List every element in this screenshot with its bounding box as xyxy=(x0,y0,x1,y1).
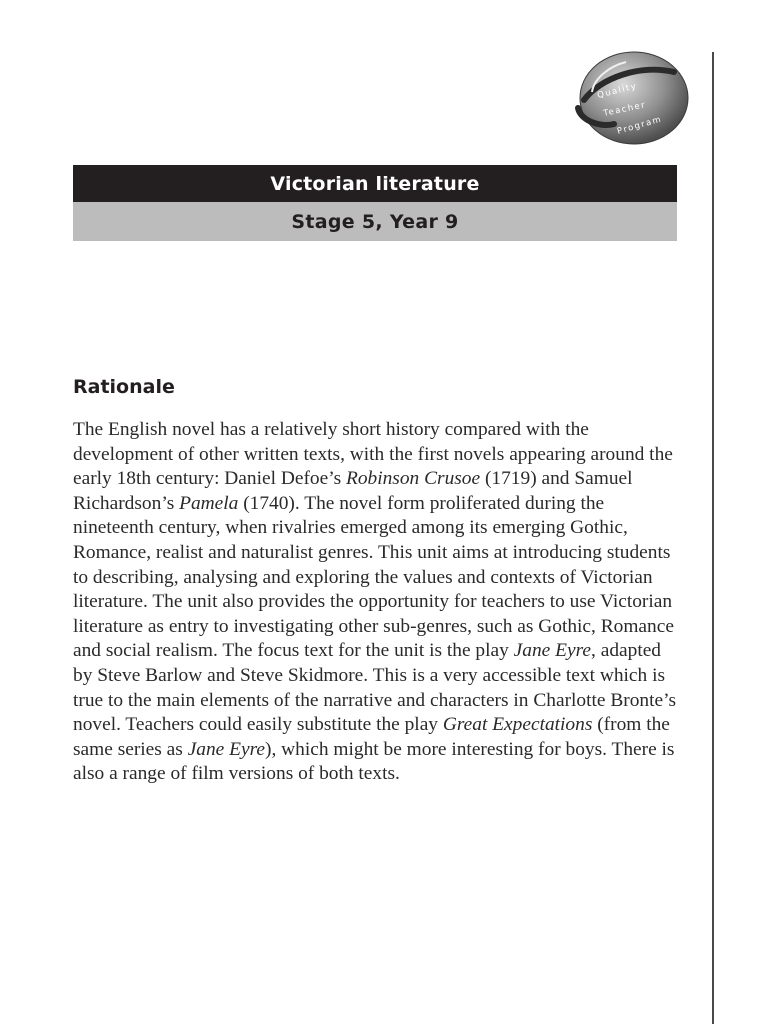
logo-word-1: Quality xyxy=(596,81,639,101)
title-band xyxy=(73,165,677,202)
subtitle-band xyxy=(73,202,677,241)
text-segment: ), which might be more interesting for boys. There is also a range of film versions of both texts. xyxy=(73,738,675,785)
rationale-paragraph xyxy=(73,418,683,787)
italic-title-segment: Robinson Crusoe xyxy=(345,468,481,490)
logo-word-3: Program xyxy=(616,114,664,137)
italic-title-segment: Great Expectations xyxy=(442,714,593,736)
page-subtitle: Stage 5, Year 9 xyxy=(291,210,459,233)
page-margin-rule xyxy=(712,52,714,1024)
text-segment: (from the same series as xyxy=(73,714,670,760)
text-segment: (1719) and Samuel Richardson’s xyxy=(73,468,633,514)
italic-title-segment: Pamela xyxy=(179,492,239,514)
section-heading: Rationale xyxy=(73,376,175,398)
italic-title-segment: Jane Eyre xyxy=(187,738,266,760)
text-segment: The English novel has a relatively short history compared with the development of other written texts, with the first novels appearing around the early 18th century: Daniel Defoe’s xyxy=(73,419,673,490)
logo-word-2: Teacher xyxy=(602,100,648,119)
text-segment: (1740). The novel form proliferated during the nineteenth century, when rivalries emerged among its emerging Gothic, Romance, realist and naturalist genres. This unit aims at introducing students to describing, analysing and exploring the values and contexts of Victorian literature. The unit also provides the opportunity for teachers to use Victorian literature as entry to investigating other sub-genres, such as Gothic, Romance and social realism. The focus text for the unit is the play xyxy=(73,492,674,662)
text-segment: , adapted by Steve Barlow and Steve Skidmore. This is a very accessible text which is true to the main elements of the narrative and characters in Charlotte Bronte’s novel. Teachers could easily substitute the play xyxy=(73,640,677,736)
page-title: Victorian literature xyxy=(270,172,480,195)
quality-teacher-program-logo-icon xyxy=(570,48,692,150)
italic-title-segment: Jane Eyre xyxy=(513,640,592,662)
